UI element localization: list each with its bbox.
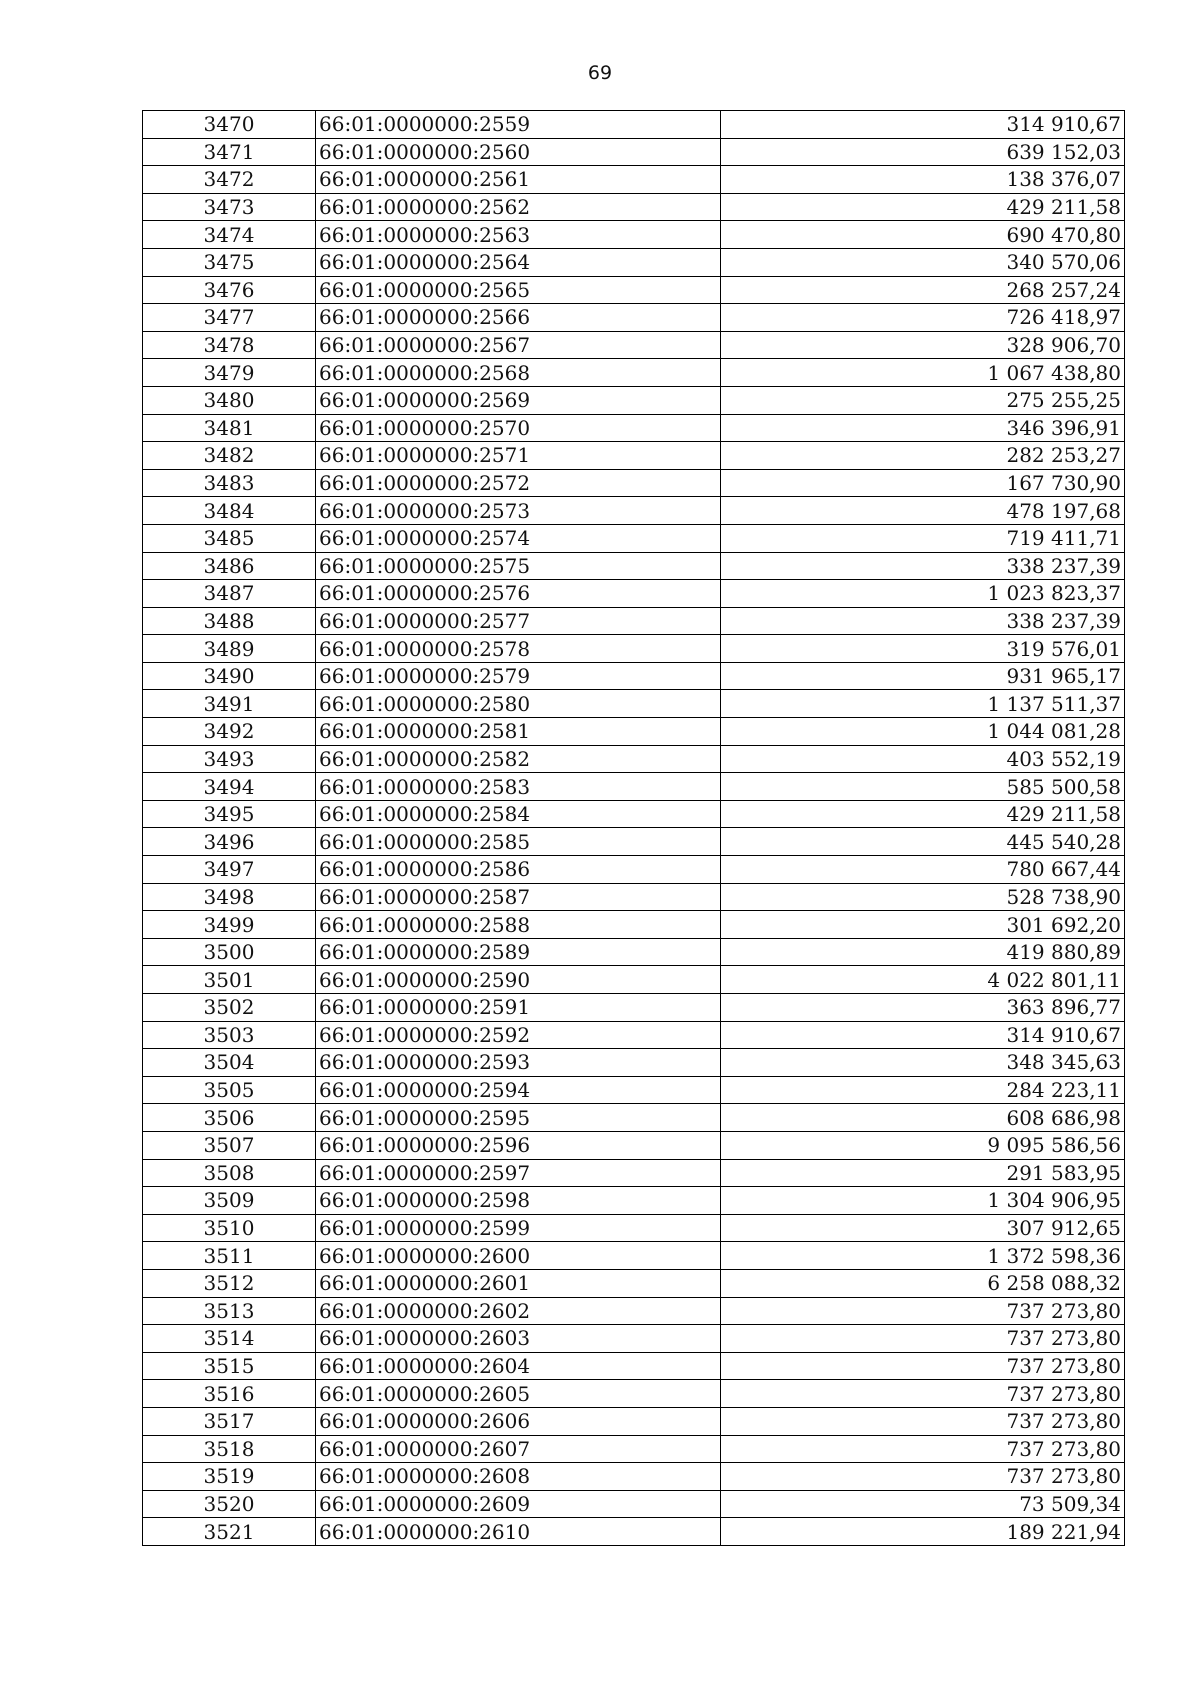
table-row <box>143 1380 1125 1408</box>
value-cell: 348 345,63 <box>721 1049 1125 1077</box>
row-number-cell: 3490 <box>143 662 316 690</box>
cadastral-number-cell: 66:01:0000000:2591 <box>316 994 721 1022</box>
page-number: 69 <box>587 62 613 84</box>
table-body <box>143 111 1125 1546</box>
row-number-cell: 3483 <box>143 469 316 497</box>
row-number-cell: 3475 <box>143 248 316 276</box>
value-cell: 1 044 081,28 <box>721 718 1125 746</box>
table-row <box>143 1269 1125 1297</box>
table-row <box>143 1352 1125 1380</box>
value-cell: 719 411,71 <box>721 524 1125 552</box>
cadastral-number-cell: 66:01:0000000:2604 <box>316 1352 721 1380</box>
table-row <box>143 138 1125 166</box>
value-cell: 338 237,39 <box>721 552 1125 580</box>
row-number-cell: 3503 <box>143 1021 316 1049</box>
cadastral-number-cell: 66:01:0000000:2592 <box>316 1021 721 1049</box>
table-row <box>143 331 1125 359</box>
value-cell: 737 273,80 <box>721 1407 1125 1435</box>
value-cell: 9 095 586,56 <box>721 1131 1125 1159</box>
row-number-cell: 3470 <box>143 111 316 139</box>
table-row <box>143 580 1125 608</box>
cadastral-number-cell: 66:01:0000000:2566 <box>316 304 721 332</box>
row-number-cell: 3473 <box>143 193 316 221</box>
value-cell: 403 552,19 <box>721 745 1125 773</box>
row-number-cell: 3517 <box>143 1407 316 1435</box>
row-number-cell: 3496 <box>143 828 316 856</box>
cadastral-number-cell: 66:01:0000000:2577 <box>316 607 721 635</box>
cadastral-number-cell: 66:01:0000000:2595 <box>316 1104 721 1132</box>
value-cell: 429 211,58 <box>721 193 1125 221</box>
row-number-cell: 3480 <box>143 386 316 414</box>
table-row <box>143 1518 1125 1546</box>
value-cell: 338 237,39 <box>721 607 1125 635</box>
row-number-cell: 3513 <box>143 1297 316 1325</box>
table-row <box>143 276 1125 304</box>
row-number-cell: 3495 <box>143 800 316 828</box>
row-number-cell: 3511 <box>143 1242 316 1270</box>
row-number-cell: 3479 <box>143 359 316 387</box>
value-cell: 737 273,80 <box>721 1463 1125 1491</box>
table-row <box>143 1407 1125 1435</box>
cadastral-number-cell: 66:01:0000000:2560 <box>316 138 721 166</box>
cadastral-number-cell: 66:01:0000000:2564 <box>316 248 721 276</box>
table-row <box>143 166 1125 194</box>
value-cell: 301 692,20 <box>721 911 1125 939</box>
row-number-cell: 3484 <box>143 497 316 525</box>
value-cell: 737 273,80 <box>721 1297 1125 1325</box>
table-row <box>143 304 1125 332</box>
cadastral-number-cell: 66:01:0000000:2599 <box>316 1214 721 1242</box>
row-number-cell: 3492 <box>143 718 316 746</box>
table-row <box>143 1021 1125 1049</box>
table-row <box>143 442 1125 470</box>
value-cell: 6 258 088,32 <box>721 1269 1125 1297</box>
table-row <box>143 1435 1125 1463</box>
row-number-cell: 3494 <box>143 773 316 801</box>
cadastral-number-cell: 66:01:0000000:2579 <box>316 662 721 690</box>
cadastral-number-cell: 66:01:0000000:2598 <box>316 1187 721 1215</box>
table-row <box>143 662 1125 690</box>
value-cell: 189 221,94 <box>721 1518 1125 1546</box>
row-number-cell: 3482 <box>143 442 316 470</box>
value-cell: 478 197,68 <box>721 497 1125 525</box>
row-number-cell: 3498 <box>143 883 316 911</box>
row-number-cell: 3488 <box>143 607 316 635</box>
row-number-cell: 3510 <box>143 1214 316 1242</box>
cadastral-number-cell: 66:01:0000000:2572 <box>316 469 721 497</box>
table-row <box>143 469 1125 497</box>
table-row <box>143 1049 1125 1077</box>
value-cell: 528 738,90 <box>721 883 1125 911</box>
value-cell: 1 067 438,80 <box>721 359 1125 387</box>
row-number-cell: 3508 <box>143 1159 316 1187</box>
cadastral-number-cell: 66:01:0000000:2583 <box>316 773 721 801</box>
cadastral-number-cell: 66:01:0000000:2568 <box>316 359 721 387</box>
value-cell: 737 273,80 <box>721 1352 1125 1380</box>
value-cell: 737 273,80 <box>721 1325 1125 1353</box>
cadastral-number-cell: 66:01:0000000:2608 <box>316 1463 721 1491</box>
value-cell: 1 372 598,36 <box>721 1242 1125 1270</box>
cadastral-number-cell: 66:01:0000000:2590 <box>316 966 721 994</box>
table-row <box>143 111 1125 139</box>
row-number-cell: 3471 <box>143 138 316 166</box>
table-row <box>143 800 1125 828</box>
value-cell: 363 896,77 <box>721 994 1125 1022</box>
cadastral-number-cell: 66:01:0000000:2610 <box>316 1518 721 1546</box>
value-cell: 608 686,98 <box>721 1104 1125 1132</box>
row-number-cell: 3505 <box>143 1076 316 1104</box>
cadastral-number-cell: 66:01:0000000:2585 <box>316 828 721 856</box>
cadastral-number-cell: 66:01:0000000:2603 <box>316 1325 721 1353</box>
row-number-cell: 3516 <box>143 1380 316 1408</box>
value-cell: 167 730,90 <box>721 469 1125 497</box>
value-cell: 284 223,11 <box>721 1076 1125 1104</box>
cadastral-number-cell: 66:01:0000000:2600 <box>316 1242 721 1270</box>
value-cell: 328 906,70 <box>721 331 1125 359</box>
value-cell: 319 576,01 <box>721 635 1125 663</box>
row-number-cell: 3487 <box>143 580 316 608</box>
table-row <box>143 1297 1125 1325</box>
table-row <box>143 938 1125 966</box>
cadastral-number-cell: 66:01:0000000:2588 <box>316 911 721 939</box>
table-row <box>143 966 1125 994</box>
row-number-cell: 3500 <box>143 938 316 966</box>
row-number-cell: 3518 <box>143 1435 316 1463</box>
row-number-cell: 3515 <box>143 1352 316 1380</box>
cadastral-number-cell: 66:01:0000000:2575 <box>316 552 721 580</box>
row-number-cell: 3493 <box>143 745 316 773</box>
value-cell: 275 255,25 <box>721 386 1125 414</box>
row-number-cell: 3507 <box>143 1131 316 1159</box>
value-cell: 639 152,03 <box>721 138 1125 166</box>
value-cell: 445 540,28 <box>721 828 1125 856</box>
cadastral-number-cell: 66:01:0000000:2607 <box>316 1435 721 1463</box>
row-number-cell: 3519 <box>143 1463 316 1491</box>
value-cell: 931 965,17 <box>721 662 1125 690</box>
value-cell: 726 418,97 <box>721 304 1125 332</box>
table-row <box>143 718 1125 746</box>
row-number-cell: 3520 <box>143 1490 316 1518</box>
value-cell: 737 273,80 <box>721 1435 1125 1463</box>
table-row <box>143 690 1125 718</box>
cadastral-number-cell: 66:01:0000000:2563 <box>316 221 721 249</box>
row-number-cell: 3502 <box>143 994 316 1022</box>
table-row <box>143 359 1125 387</box>
row-number-cell: 3491 <box>143 690 316 718</box>
table-row <box>143 248 1125 276</box>
table-row <box>143 193 1125 221</box>
table-row <box>143 828 1125 856</box>
value-cell: 1 023 823,37 <box>721 580 1125 608</box>
table-row <box>143 1490 1125 1518</box>
row-number-cell: 3509 <box>143 1187 316 1215</box>
table-row <box>143 524 1125 552</box>
table-row <box>143 221 1125 249</box>
row-number-cell: 3499 <box>143 911 316 939</box>
row-number-cell: 3478 <box>143 331 316 359</box>
table-row <box>143 1187 1125 1215</box>
cadastral-number-cell: 66:01:0000000:2567 <box>316 331 721 359</box>
cadastral-number-cell: 66:01:0000000:2596 <box>316 1131 721 1159</box>
cadastral-number-cell: 66:01:0000000:2609 <box>316 1490 721 1518</box>
cadastral-number-cell: 66:01:0000000:2574 <box>316 524 721 552</box>
cadastral-number-cell: 66:01:0000000:2561 <box>316 166 721 194</box>
table-row <box>143 994 1125 1022</box>
cadastral-number-cell: 66:01:0000000:2580 <box>316 690 721 718</box>
table-row <box>143 414 1125 442</box>
table-row <box>143 1131 1125 1159</box>
value-cell: 737 273,80 <box>721 1380 1125 1408</box>
value-cell: 585 500,58 <box>721 773 1125 801</box>
value-cell: 314 910,67 <box>721 111 1125 139</box>
cadastral-number-cell: 66:01:0000000:2570 <box>316 414 721 442</box>
cadastral-number-cell: 66:01:0000000:2562 <box>316 193 721 221</box>
table-row <box>143 1076 1125 1104</box>
row-number-cell: 3474 <box>143 221 316 249</box>
table-row <box>143 911 1125 939</box>
cadastral-number-cell: 66:01:0000000:2569 <box>316 386 721 414</box>
value-cell: 314 910,67 <box>721 1021 1125 1049</box>
value-cell: 1 137 511,37 <box>721 690 1125 718</box>
value-cell: 1 304 906,95 <box>721 1187 1125 1215</box>
cadastral-number-cell: 66:01:0000000:2586 <box>316 856 721 884</box>
row-number-cell: 3489 <box>143 635 316 663</box>
row-number-cell: 3506 <box>143 1104 316 1132</box>
cadastral-number-cell: 66:01:0000000:2601 <box>316 1269 721 1297</box>
value-cell: 307 912,65 <box>721 1214 1125 1242</box>
row-number-cell: 3501 <box>143 966 316 994</box>
table-row <box>143 1159 1125 1187</box>
cadastral-number-cell: 66:01:0000000:2602 <box>316 1297 721 1325</box>
table-row <box>143 552 1125 580</box>
cadastral-number-cell: 66:01:0000000:2576 <box>316 580 721 608</box>
cadastral-number-cell: 66:01:0000000:2571 <box>316 442 721 470</box>
row-number-cell: 3476 <box>143 276 316 304</box>
row-number-cell: 3477 <box>143 304 316 332</box>
cadastral-number-cell: 66:01:0000000:2584 <box>316 800 721 828</box>
cadastral-number-cell: 66:01:0000000:2573 <box>316 497 721 525</box>
value-cell: 690 470,80 <box>721 221 1125 249</box>
cadastral-number-cell: 66:01:0000000:2582 <box>316 745 721 773</box>
cadastral-number-cell: 66:01:0000000:2605 <box>316 1380 721 1408</box>
row-number-cell: 3472 <box>143 166 316 194</box>
cadastral-number-cell: 66:01:0000000:2565 <box>316 276 721 304</box>
value-cell: 138 376,07 <box>721 166 1125 194</box>
cadastral-number-cell: 66:01:0000000:2589 <box>316 938 721 966</box>
value-cell: 268 257,24 <box>721 276 1125 304</box>
cadastral-number-cell: 66:01:0000000:2593 <box>316 1049 721 1077</box>
table-row <box>143 1104 1125 1132</box>
table-row <box>143 773 1125 801</box>
value-cell: 429 211,58 <box>721 800 1125 828</box>
table-row <box>143 1214 1125 1242</box>
value-cell: 346 396,91 <box>721 414 1125 442</box>
value-cell: 73 509,34 <box>721 1490 1125 1518</box>
value-cell: 340 570,06 <box>721 248 1125 276</box>
row-number-cell: 3504 <box>143 1049 316 1077</box>
row-number-cell: 3497 <box>143 856 316 884</box>
cadastral-number-cell: 66:01:0000000:2606 <box>316 1407 721 1435</box>
table-row <box>143 497 1125 525</box>
table-row <box>143 1242 1125 1270</box>
value-cell: 4 022 801,11 <box>721 966 1125 994</box>
cadastral-number-cell: 66:01:0000000:2581 <box>316 718 721 746</box>
table-row <box>143 607 1125 635</box>
table-row <box>143 856 1125 884</box>
table-row <box>143 883 1125 911</box>
cadastral-number-cell: 66:01:0000000:2597 <box>316 1159 721 1187</box>
table-row <box>143 745 1125 773</box>
table-row <box>143 1463 1125 1491</box>
row-number-cell: 3512 <box>143 1269 316 1297</box>
row-number-cell: 3486 <box>143 552 316 580</box>
value-cell: 291 583,95 <box>721 1159 1125 1187</box>
row-number-cell: 3485 <box>143 524 316 552</box>
cadastral-number-cell: 66:01:0000000:2587 <box>316 883 721 911</box>
row-number-cell: 3481 <box>143 414 316 442</box>
table-row <box>143 635 1125 663</box>
value-cell: 282 253,27 <box>721 442 1125 470</box>
row-number-cell: 3514 <box>143 1325 316 1353</box>
row-number-cell: 3521 <box>143 1518 316 1546</box>
cadastral-number-cell: 66:01:0000000:2578 <box>316 635 721 663</box>
cadastral-number-cell: 66:01:0000000:2559 <box>316 111 721 139</box>
cadastral-number-cell: 66:01:0000000:2594 <box>316 1076 721 1104</box>
table-row <box>143 1325 1125 1353</box>
value-cell: 780 667,44 <box>721 856 1125 884</box>
table-row <box>143 386 1125 414</box>
data-table <box>142 110 1125 1546</box>
value-cell: 419 880,89 <box>721 938 1125 966</box>
